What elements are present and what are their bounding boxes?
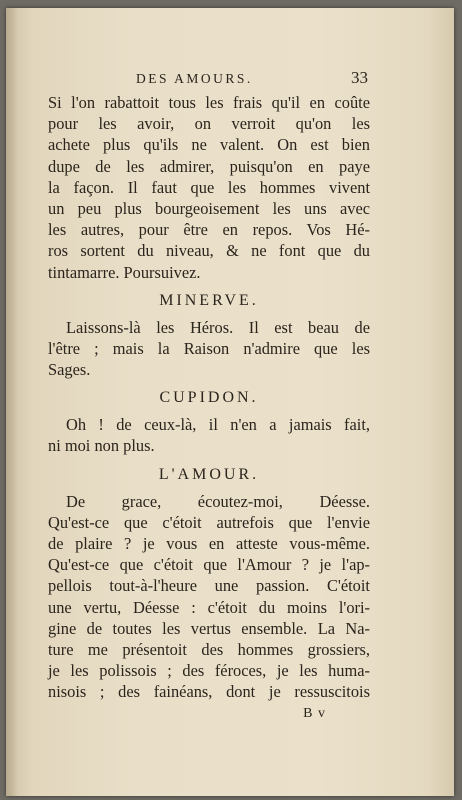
text-line: achete plus qu'ils ne valent. On est bien — [48, 135, 370, 155]
text-line: dupe de les admirer, puisqu'on en paye — [48, 156, 370, 176]
signature-mark: B v — [303, 705, 326, 721]
paragraph-2 — [48, 317, 370, 381]
text-line: nisois ; des fainéans, dont je ressuscitois — [48, 682, 370, 702]
text-line: de plaire ? je vous en atteste vous-même. — [48, 534, 370, 553]
paragraph-1 — [48, 92, 370, 283]
page-number: 33 — [351, 68, 368, 87]
text-line: Si l'on rabattoit tous les frais qu'il en coûte — [48, 93, 370, 112]
running-head: DES AMOURS. — [136, 71, 253, 86]
text-line: pour les avoir, on verroit qu'on les — [48, 114, 370, 134]
paragraph-4 — [48, 491, 370, 703]
text-line: gine de toutes les vertus ensemble. La Na- — [48, 618, 370, 638]
speaker-heading-minerve: MINERVE. — [159, 291, 259, 309]
text-line: Laissons-là les Héros. Il est beau de — [66, 317, 370, 337]
page-header — [48, 68, 370, 92]
text-line: une vertu, Déesse : c'étoit du moins l'ori- — [48, 597, 370, 617]
text-line: l'être ; mais la Raison n'admire que les — [48, 338, 370, 358]
text-line: Qu'est-ce que c'étoit autrefois que l'envie — [48, 512, 370, 532]
text-line: je les polissois ; des féroces, je les huma- — [48, 661, 370, 681]
speaker-heading-lamour: L'AMOUR. — [158, 465, 260, 483]
speaker-heading-cupidon: CUPIDON. — [159, 389, 259, 407]
text-line: tintamarre. Poursuivez. — [48, 262, 201, 282]
text-line: un peu plus bourgeoisement les uns avec — [48, 198, 370, 218]
text-line: ture me présentoit des hommes grossiers, — [48, 639, 370, 659]
text-line: Sages. — [48, 360, 91, 380]
book-page — [6, 8, 454, 796]
page-text — [48, 68, 370, 725]
text-line: les autres, pour être en repos. Vos Hé- — [48, 220, 370, 240]
text-line: De grace, écoutez-moi, Déesse. — [66, 491, 370, 511]
text-line: Qu'est-ce que c'étoit que l'Amour ? je l'ap- — [48, 555, 370, 575]
paragraph-3 — [48, 414, 370, 456]
text-line: la façon. Il faut que les hommes vivent — [48, 177, 370, 197]
text-line: ros sortent du niveau, & ne font que du — [48, 241, 370, 261]
page-gutter-shadow — [6, 8, 18, 796]
text-line: Oh ! de ceux-là, il n'en a jamais fait, — [66, 415, 370, 435]
text-line: ni moi non plus. — [48, 436, 155, 456]
text-line: pellois tout-à-l'heure une passion. C'étoit — [48, 576, 370, 596]
